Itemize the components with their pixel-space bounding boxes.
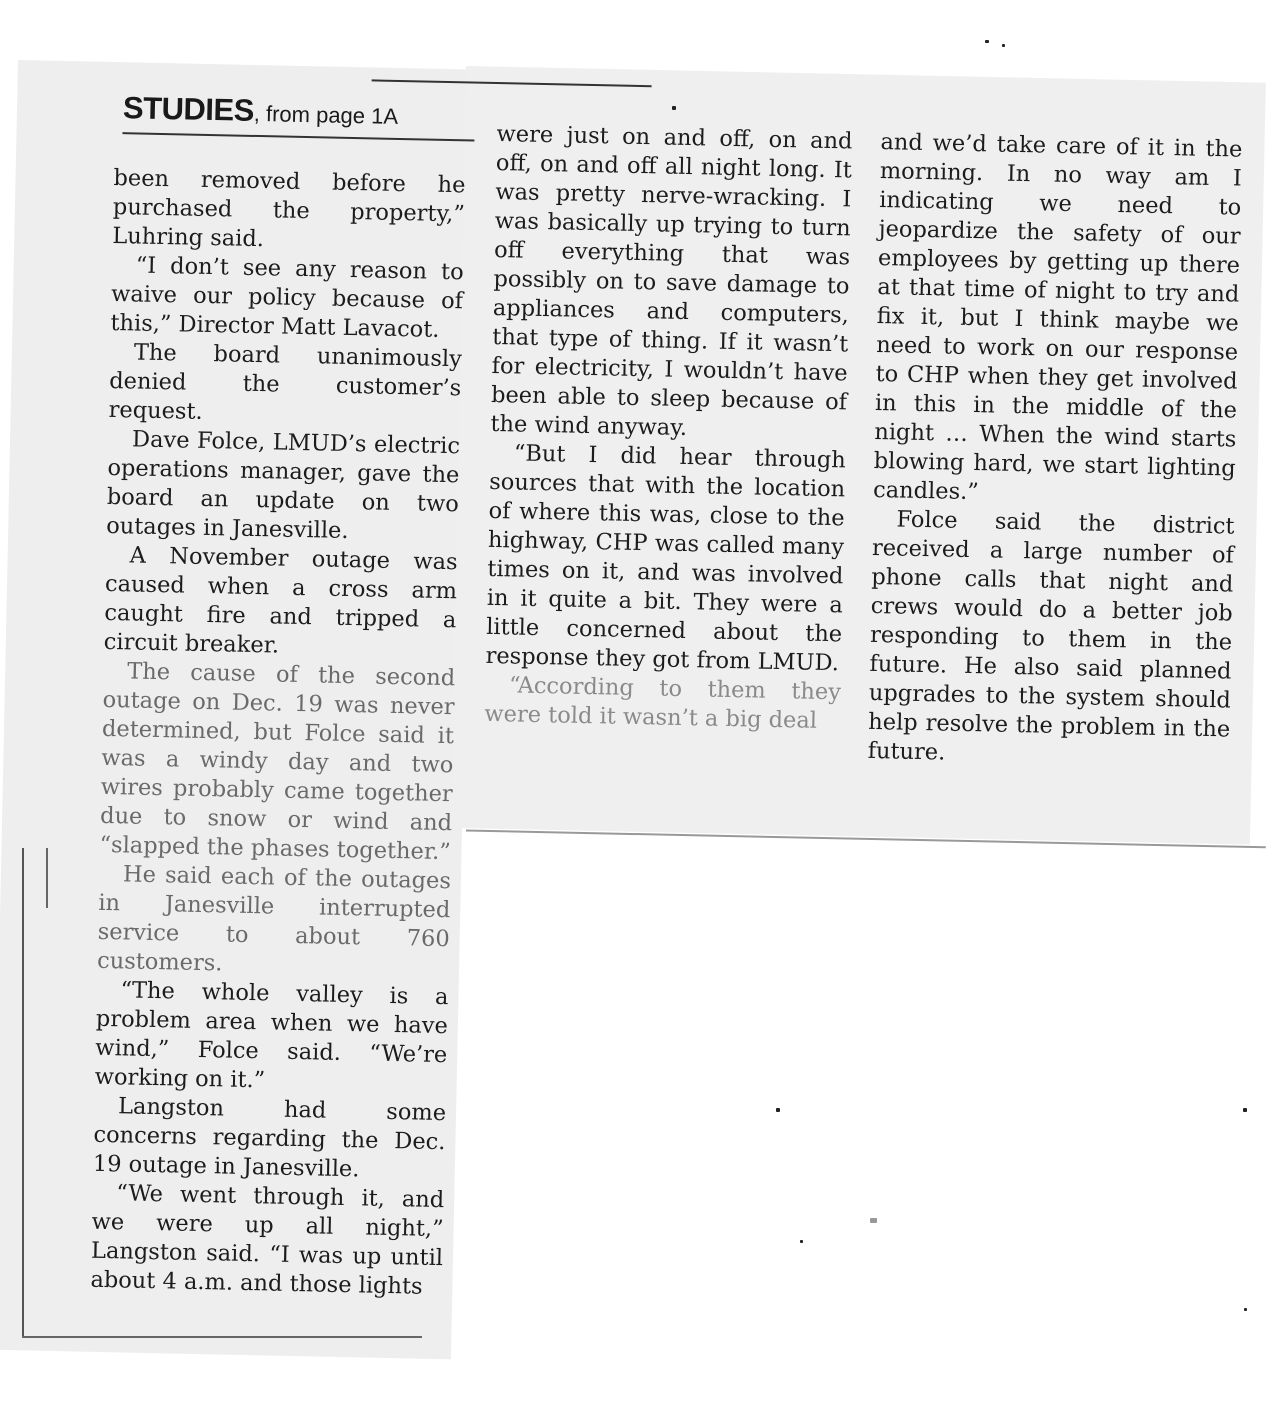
paragraph: The cause of the second outage on Dec. 19 was never determined, but Folce said it was a windy day and two wires probably came together due to snow or wind and “slapped the phases together.” (99, 658, 456, 866)
paragraph: A November outage was caused when a cross arm caught fire and tripped a circuit breaker. (103, 542, 458, 659)
article-column-3 (867, 128, 1242, 773)
paragraph: “We went through it, and we were up all night,” Langston said. “I was up until about 4 a.m. and those lights (90, 1180, 445, 1300)
scan-speck (776, 1108, 780, 1112)
jump-headline (122, 90, 475, 141)
paragraph: “The whole valley is a problem area when we have wind,” Folce said. “We’re working on it.” (94, 977, 449, 1094)
paragraph: Dave Folce, LMUD’s electric operations manager, gave the board an update on two outages in Janesville. (105, 426, 461, 544)
jump-kicker: STUDIES (122, 90, 255, 128)
paragraph: Langston had some concerns regarding the Dec. 19 outage in Janesville. (92, 1093, 447, 1183)
paragraph: “But I did hear through sources that with the location of where this was, close to the highway, CHP was called many times on it, and was involved in it quite a bit. They were a little concerned about the response they got from LMUD. (485, 440, 847, 677)
paragraph: He said each of the outages in Janesville interrupted service to about 760 customers. (96, 861, 452, 977)
newspaper-clipping (0, 60, 1270, 1376)
article-column-2 (484, 120, 853, 736)
paragraph: and we’d take care of it in the morning. In no way am I indicating we need to jeopardize the safety of our employees by getting up there at that time of night to try and fix it, but I think maybe we need to work on our response to CHP when they get involved in this in the middle of the night … When the wind starts blowing hard, we start lighting candles.” (872, 129, 1243, 506)
column-bottom-rule (466, 830, 1266, 849)
paragraph: were just on and off, on and off, on and off all night long. It was pretty nerve-wracking. I was basically up trying to turn off everything that was possibly on to save damage to appliances and computers, that type of thing. If it wasn’t for electricity, I wouldn’t have been able to sleep because of the wind anyway. (490, 120, 853, 442)
paragraph: “I don’t see any reason to waive our policy because of this,” Director Matt Lavacot. (110, 252, 464, 343)
top-rule (372, 79, 652, 87)
scan-speck (672, 106, 676, 110)
clipping-edge-line (22, 848, 24, 1338)
clipping-bottom-edge (22, 1336, 422, 1338)
article-column-1 (90, 164, 466, 1302)
scan-speck (800, 1240, 803, 1243)
paragraph: been removed before he purchased the property,” Luhring said. (112, 164, 466, 253)
scan-speck (870, 1218, 877, 1223)
paragraph: The board unanimously denied the customer’s request. (108, 339, 463, 425)
scan-speck (985, 40, 989, 43)
paragraph: “According to them they were told it wasn’t a big deal (484, 672, 842, 734)
jump-page-reference: , from page 1A (253, 100, 399, 129)
scan-speck (1243, 1108, 1247, 1112)
clipping-edge-line (46, 848, 48, 908)
paragraph: Folce said the district received a large number of phone calls that night and crews would do a better job responding to them in the future. He also said planned upgrades to the system should help resolve the problem in the future. (867, 506, 1235, 766)
scan-speck (1002, 44, 1005, 47)
scan-speck (1244, 1308, 1247, 1311)
